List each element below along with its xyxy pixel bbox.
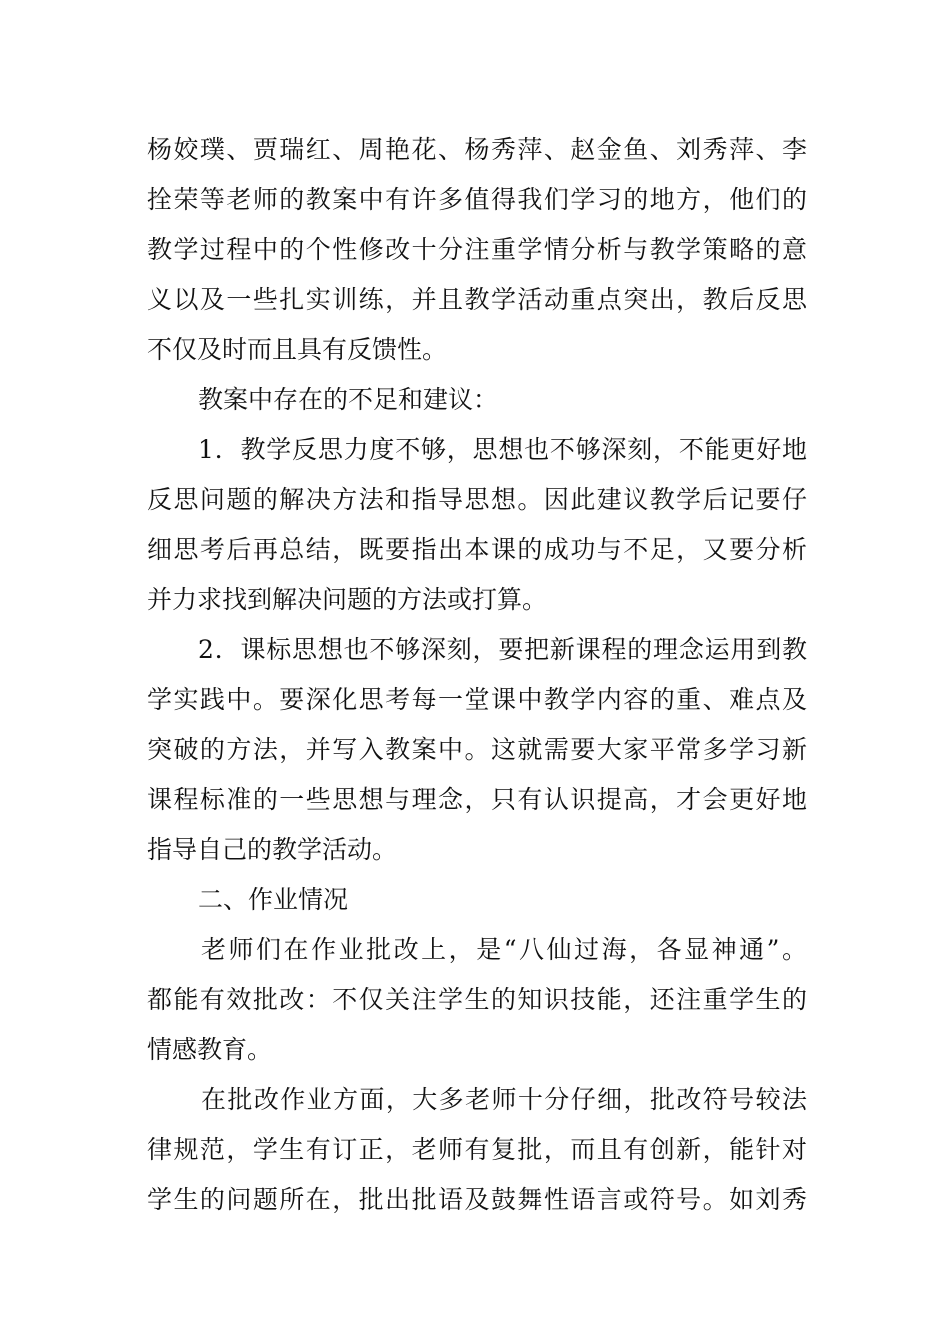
paragraph-line: 教学过程中的个性修改十分注重学情分析与教学策略的意 — [147, 235, 807, 264]
list-item-line: 指导自己的教学活动。 — [147, 835, 398, 864]
paragraph-line: 情感教育。 — [147, 1035, 273, 1064]
list-item-line: 课程标准的一些思想与理念，只有认识提高，才会更好地 — [147, 785, 807, 814]
list-item-line: 学实践中。要深化思考每一堂课中教学内容的重、难点及 — [147, 685, 807, 714]
section-heading: 二、作业情况 — [198, 885, 349, 914]
list-item-line: 1．教学反思力度不够，思想也不够深刻，不能更好地 — [198, 435, 807, 464]
paragraph-line: 都能有效批改：不仅关注学生的知识技能，还注重学生的 — [147, 985, 807, 1014]
paragraph-line: 不仅及时而且具有反馈性。 — [147, 335, 448, 364]
list-item-line: 突破的方法，并写入教案中。这就需要大家平常多学习新 — [147, 735, 807, 764]
paragraph-line: 拴荣等老师的教案中有许多值得我们学习的地方，他们的 — [147, 185, 807, 214]
section-heading: 教案中存在的不足和建议： — [198, 385, 499, 414]
paragraph-line: 义以及一些扎实训练，并且教学活动重点突出，教后反思 — [147, 285, 807, 314]
paragraph-line: 杨姣璞、贾瑞红、周艳花、杨秀萍、赵金鱼、刘秀萍、李 — [147, 135, 807, 164]
paragraph-line: 律规范，学生有订正，老师有复批，而且有创新，能针对 — [147, 1135, 807, 1164]
paragraph-line: 在批改作业方面，大多老师十分仔细，批改符号较法 — [201, 1085, 807, 1114]
list-item-line: 反思问题的解决方法和指导思想。因此建议教学后记要仔 — [147, 485, 807, 514]
list-item-line: 细思考后再总结，既要指出本课的成功与不足，又要分析 — [147, 535, 807, 564]
paragraph-line: 老师们在作业批改上，是“八仙过海，各显神通”。 — [201, 935, 807, 964]
list-item-line: 并力求找到解决问题的方法或打算。 — [147, 585, 548, 614]
paragraph-line: 学生的问题所在，批出批语及鼓舞性语言或符号。如刘秀 — [147, 1185, 807, 1214]
list-item-line: 2．课标思想也不够深刻，要把新课程的理念运用到教 — [198, 635, 807, 664]
